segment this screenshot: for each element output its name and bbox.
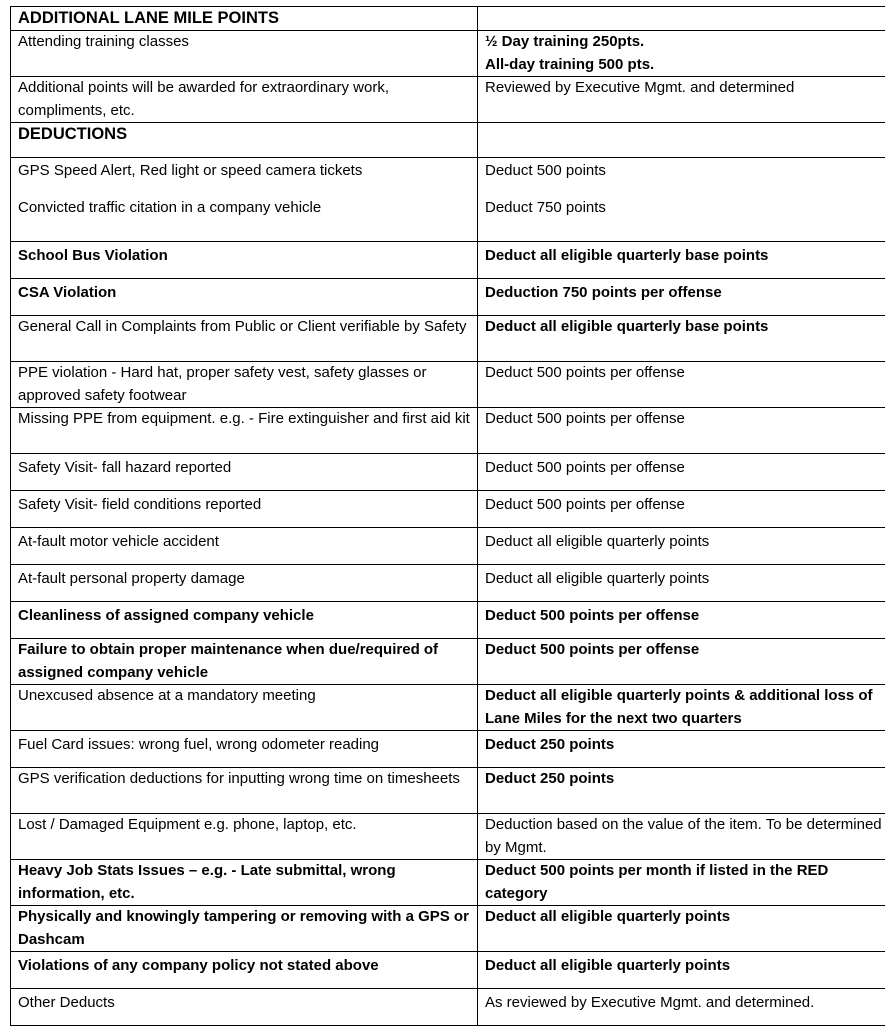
deduction-row — [11, 316, 885, 362]
training-label: Attending training classes — [11, 31, 478, 77]
deduction-row — [11, 685, 885, 731]
deduction-label: GPS verification deductions for inputting wrong time on timesheets — [11, 768, 478, 814]
deduction-value: As reviewed by Executive Mgmt. and determined. — [478, 989, 885, 1026]
deduction-value: Deduction 750 points per offense — [478, 279, 885, 316]
deduction-label: Physically and knowingly tampering or removing with a GPS or Dashcam — [11, 906, 478, 952]
extraordinary-label: Additional points will be awarded for extraordinary work, compliments, etc. — [11, 77, 478, 123]
deduction-label: CSA Violation — [11, 279, 478, 316]
deduction-value: Deduct all eligible quarterly base points — [478, 316, 885, 362]
deduction-label: Heavy Job Stats Issues – e.g. - Late submittal, wrong information, etc. — [11, 860, 478, 906]
deduction-label: School Bus Violation — [11, 242, 478, 279]
deduction-value: Deduct all eligible quarterly points — [478, 565, 885, 602]
deduction-value: Deduct all eligible quarterly points & additional loss of Lane Miles for the next two quarters — [478, 685, 885, 731]
deduction-row — [11, 565, 885, 602]
additional-points-header-row — [11, 7, 885, 31]
deduction-row — [11, 408, 885, 454]
deductions-header-row — [11, 123, 885, 158]
additional-points-header: ADDITIONAL LANE MILE POINTS — [11, 7, 478, 31]
deduction-value: Deduct 500 points per offense — [478, 639, 885, 685]
deduction-row — [11, 731, 885, 768]
table-body — [11, 7, 885, 1026]
speed-alert-value: Deduct 500 points — [485, 160, 885, 183]
deduction-label: Other Deducts — [11, 989, 478, 1026]
header-empty-cell — [478, 7, 885, 31]
deduction-value: Deduct all eligible quarterly points — [478, 528, 885, 565]
deduction-label: General Call in Complaints from Public or Client verifiable by Safety — [11, 316, 478, 362]
deduction-value: Deduction based on the value of the item. To be determined by Mgmt. — [478, 814, 885, 860]
deduction-row — [11, 528, 885, 565]
deduction-label: At-fault personal property damage — [11, 565, 478, 602]
deduction-label: Missing PPE from equipment. e.g. - Fire extinguisher and first aid kit — [11, 408, 478, 454]
lane-mile-points-table — [10, 6, 885, 1026]
deduction-row — [11, 952, 885, 989]
deduction-label: Unexcused absence at a mandatory meeting — [11, 685, 478, 731]
speed-citation-values — [478, 158, 885, 242]
deduction-label: At-fault motor vehicle accident — [11, 528, 478, 565]
deduction-value: Deduct all eligible quarterly points — [478, 952, 885, 989]
deduction-value: Deduct 500 points per offense — [478, 454, 885, 491]
deduction-row — [11, 860, 885, 906]
deduction-value: Deduct all eligible quarterly points — [478, 906, 885, 952]
header-empty-cell — [478, 123, 885, 158]
deduction-row — [11, 279, 885, 316]
extraordinary-value: Reviewed by Executive Mgmt. and determined — [478, 77, 885, 123]
speed-alert-label: GPS Speed Alert, Red light or speed camera tickets — [18, 160, 471, 183]
half-day-training: ½ Day training 250pts. — [485, 31, 885, 54]
deduction-label: Failure to obtain proper maintenance when due/required of assigned company vehicle — [11, 639, 478, 685]
deduction-row — [11, 362, 885, 408]
deduction-value: Deduct 250 points — [478, 731, 885, 768]
deduction-row — [11, 989, 885, 1026]
speed-citation-row — [11, 158, 885, 242]
extraordinary-row — [11, 77, 885, 123]
speed-citation-labels — [11, 158, 478, 242]
deduction-row — [11, 242, 885, 279]
deduction-row — [11, 768, 885, 814]
training-value — [478, 31, 885, 77]
all-day-training: All-day training 500 pts. — [485, 54, 885, 77]
deduction-value: Deduct all eligible quarterly base points — [478, 242, 885, 279]
deduction-label: Violations of any company policy not stated above — [11, 952, 478, 989]
traffic-citation-value: Deduct 750 points — [485, 197, 885, 220]
deduction-value: Deduct 500 points per offense — [478, 362, 885, 408]
deduction-value: Deduct 500 points per offense — [478, 491, 885, 528]
traffic-citation-label: Convicted traffic citation in a company vehicle — [18, 197, 471, 220]
deduction-value: Deduct 500 points per offense — [478, 408, 885, 454]
deduction-label: Lost / Damaged Equipment e.g. phone, laptop, etc. — [11, 814, 478, 860]
deduction-label: Cleanliness of assigned company vehicle — [11, 602, 478, 639]
deduction-label: Safety Visit- field conditions reported — [11, 491, 478, 528]
deduction-value: Deduct 500 points per offense — [478, 602, 885, 639]
deduction-value: Deduct 250 points — [478, 768, 885, 814]
deduction-row — [11, 814, 885, 860]
deduction-label: Fuel Card issues: wrong fuel, wrong odometer reading — [11, 731, 478, 768]
deduction-value: Deduct 500 points per month if listed in the RED category — [478, 860, 885, 906]
deduction-row — [11, 602, 885, 639]
deduction-row — [11, 639, 885, 685]
deduction-label: Safety Visit- fall hazard reported — [11, 454, 478, 491]
deduction-row — [11, 491, 885, 528]
deduction-row — [11, 906, 885, 952]
deductions-header: DEDUCTIONS — [11, 123, 478, 158]
deduction-row — [11, 454, 885, 491]
training-row — [11, 31, 885, 77]
deduction-label: PPE violation - Hard hat, proper safety vest, safety glasses or approved safety footwear — [11, 362, 478, 408]
